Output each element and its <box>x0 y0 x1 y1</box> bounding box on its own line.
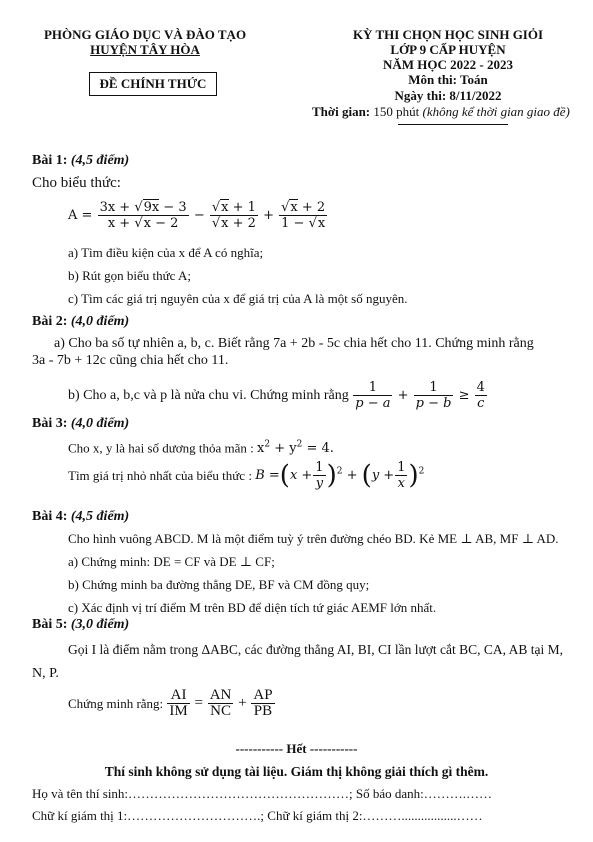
q2-inequality: $\frac{1}{p - a}$ + $\frac{1}{p - b}$ ≥ $\frac{4}{c}$ <box>355 380 485 411</box>
q1-title: Bài 1: <box>32 153 68 168</box>
exam-date: Ngày thi: 8/11/2022 <box>394 88 502 103</box>
q3-points: (4,0 điểm) <box>70 416 130 431</box>
dept-name: PHÒNG GIÁO DỤC VÀ ĐÀO TẠO <box>43 27 247 42</box>
exam-time <box>312 104 570 120</box>
q2-part-b-text: b) Cho a, b,c và p là nửa chu vi. Chứng minh rằng <box>68 387 349 403</box>
q5-equation: $\frac{AI}{IM}$ = $\frac{AN}{NC}$ + $\frac{AP}{PB}$ <box>169 687 273 719</box>
q4-points: (4,5 điểm) <box>70 509 130 524</box>
q4-part-b: b) Chứng minh ba đường thẳng DE, BF và CM đồng quy; <box>68 577 370 592</box>
q4-part-a: a) Chứng minh: DE = CF và DE ⊥ CF; <box>68 554 275 569</box>
candidate-name-line: Họ và tên thí sinh:……………………………………………; Số báo danh:……….…… <box>32 786 493 801</box>
exam-level: LỚP 9 CẤP HUYỆN <box>390 42 506 57</box>
q2-part-a-line1: a) Cho ba số tự nhiên a, b, c. Biết rằng 7a + 2b - 5c chia hết cho 11. Chứng minh rằng <box>54 336 534 351</box>
q1-part-a: a) Tìm điều kiện của x để A có nghĩa; <box>68 245 264 260</box>
time-note: (không kể thời gian giao đề) <box>422 104 570 119</box>
q2-part-a-line2: 3a - 7b + 12c cũng chia hết cho 11. <box>32 353 229 368</box>
exam-notice: Thí sinh không sử dụng tài liệu. Giám thị không giải thích gì thêm. <box>104 764 489 779</box>
school-year: NĂM HỌC 2022 - 2023 <box>383 57 513 72</box>
official-badge: ĐỀ CHÍNH THỨC <box>89 72 217 96</box>
q3-line2-text: Tìm giá trị nhỏ nhất của biểu thức : <box>68 468 252 484</box>
q2-title: Bài 2: <box>32 314 68 329</box>
subject: Môn thi: Toán <box>408 72 488 87</box>
time-value: 150 phút <box>373 104 420 119</box>
district-name: HUYỆN TÂY HÒA <box>90 42 200 57</box>
q5-prove-text: Chứng minh rằng: <box>68 695 164 711</box>
proctor-signature-line: Chữ kí giám thị 1:………………………….; Chữ kí giám thị 2:……….................…… <box>32 808 483 823</box>
q3-line1 <box>68 440 334 456</box>
q3-line1-text: Cho x, y là hai số dương thỏa mãn : <box>68 440 254 456</box>
time-label: Thời gian: <box>312 104 371 119</box>
q5-heading <box>32 617 129 633</box>
q3-condition: $x^2 + y^2 = 4$. <box>257 440 334 457</box>
q5-line1: Gọi I là điểm nằm trong ΔABC, các đường thẳng AI, BI, CI lần lượt cắt BC, CA, AB tại M, <box>68 642 564 657</box>
header-rule <box>398 124 508 125</box>
q1-expression: A = $\frac{3x + √ 9x - 3}{x + √ x - 2}$ − √ x + 1 √ x + 2 + √ $\frac{x + 2}{1 - √ x}$ <box>68 200 328 231</box>
q4-heading <box>32 509 129 525</box>
q5-line2: N, P. <box>32 666 59 681</box>
q1-part-c: c) Tìm các giá trị nguyên của x để giá trị của A là một số nguyên. <box>68 291 408 306</box>
q5-title: Bài 5: <box>32 617 68 632</box>
q3-line2 <box>68 460 424 491</box>
q3-heading <box>32 416 129 432</box>
end-marker: ----------- Hết ----------- <box>235 741 358 756</box>
q4-title: Bài 4: <box>32 509 68 524</box>
q2-part-b <box>68 380 488 411</box>
q1-part-b: b) Rút gọn biểu thức A; <box>68 268 191 283</box>
q4-part-c: c) Xác định vị trí điểm M trên BD để diện tích tứ giác AEMF lớn nhất. <box>68 600 437 615</box>
q2-points: (4,0 điểm) <box>70 314 130 329</box>
q5-prove <box>68 688 276 719</box>
q1-points: (4,5 điểm) <box>70 153 130 168</box>
q5-points: (3,0 điểm) <box>70 617 130 632</box>
q1-heading <box>32 153 129 169</box>
exam-title: KỲ THI CHỌN HỌC SINH GIỎI <box>352 27 544 42</box>
q4-intro: Cho hình vuông ABCD. M là một điểm tuỳ ý trên đường chéo BD. Kẻ ME ⊥ AB, MF ⊥ AD. <box>68 531 559 546</box>
q1-intro: Cho biểu thức: <box>32 175 121 191</box>
q3-expression: B =(x + $\frac{1}{y}$ )$^2$ + (y + $\frac{1}{x}$ )$^2$ <box>255 460 425 491</box>
q3-title: Bài 3: <box>32 416 68 431</box>
q2-heading <box>32 314 129 330</box>
